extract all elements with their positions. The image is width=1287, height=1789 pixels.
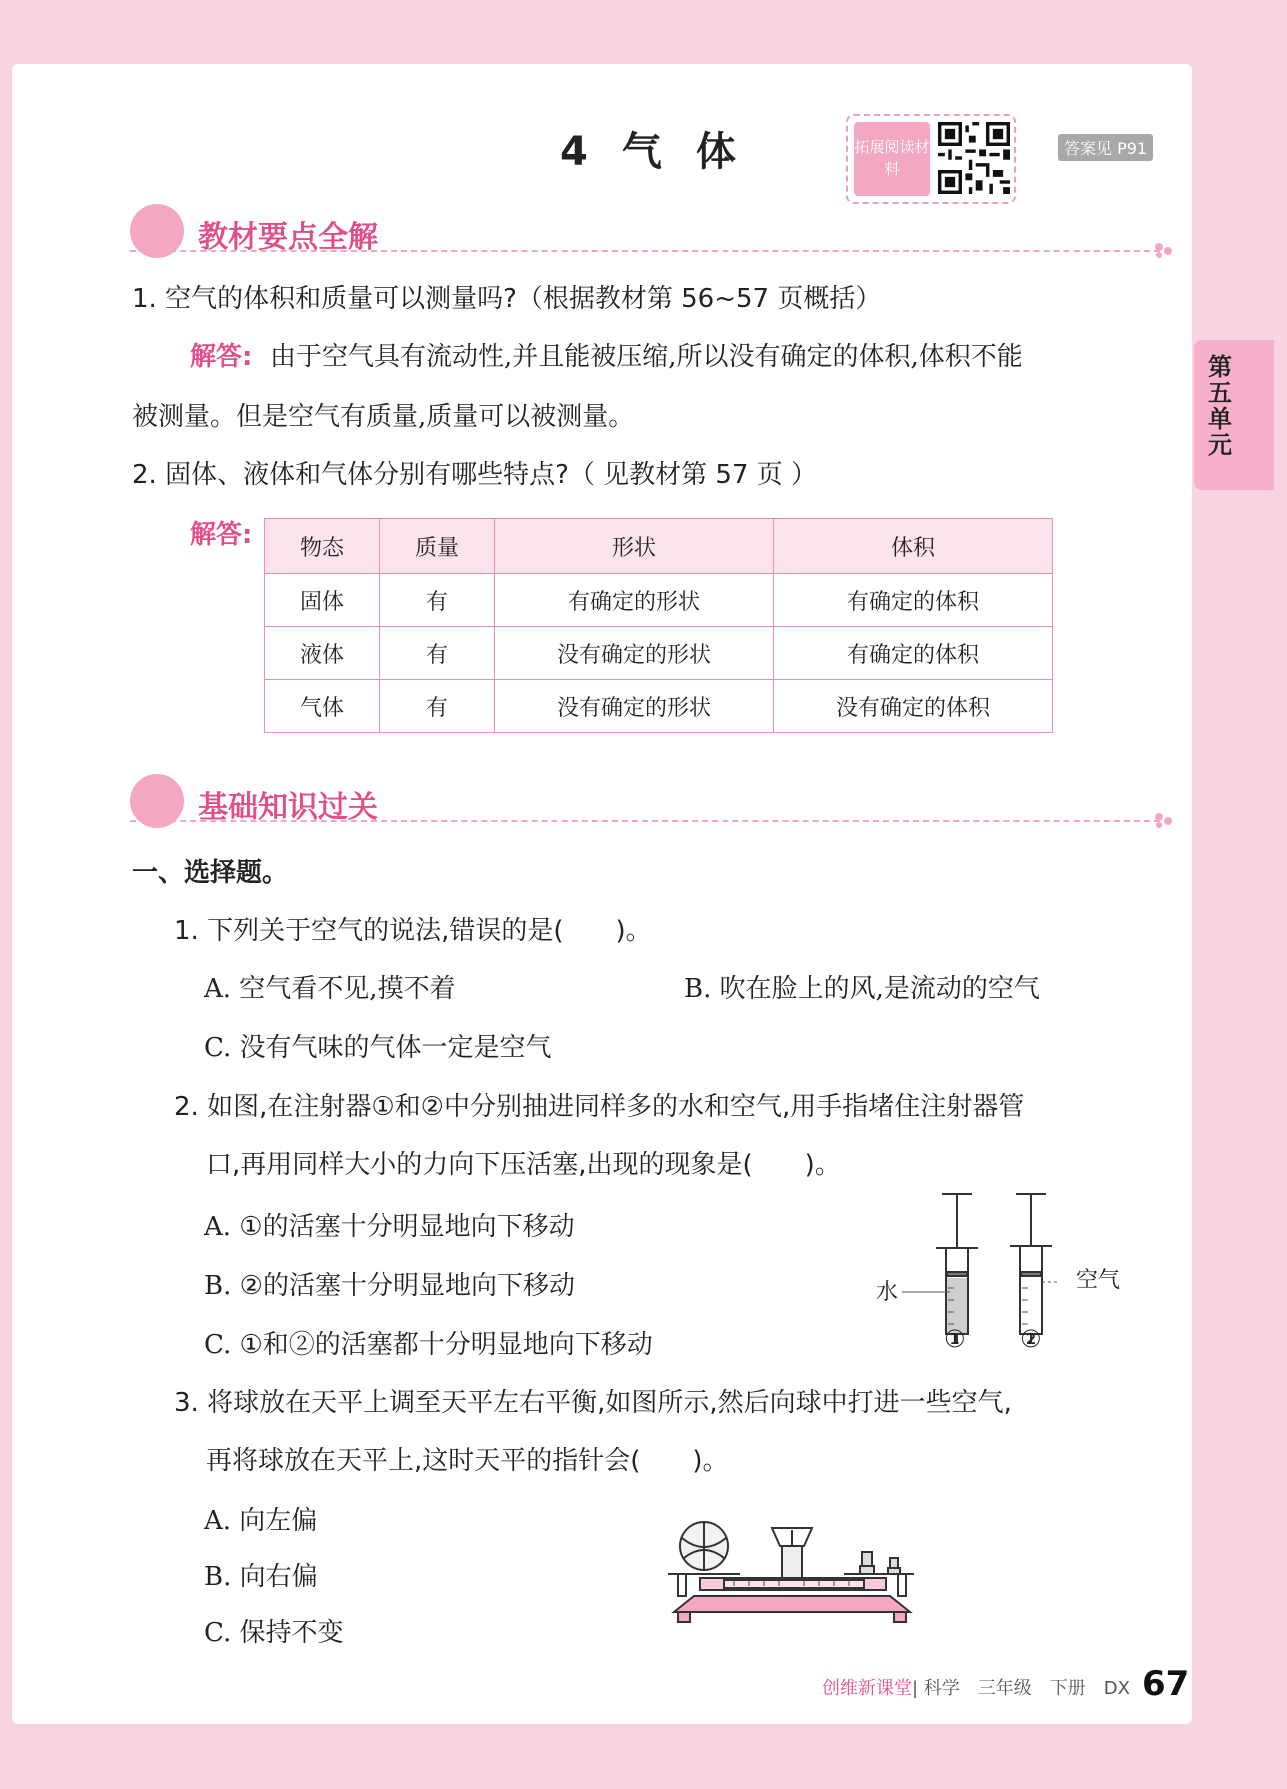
states-of-matter-table xyxy=(264,518,1053,733)
table-cell: 有 xyxy=(380,627,495,680)
mc-q2-option-c[interactable]: C. ①和②的活塞都十分明显地向下移动 xyxy=(204,1330,653,1360)
syringe-number-1: ① xyxy=(944,1325,966,1353)
table-cell: 没有确定的形状 xyxy=(495,680,774,733)
section-title: 教材要点全解 xyxy=(198,220,378,255)
table-header-row xyxy=(265,519,1053,574)
mc-q3-option-c[interactable]: C. 保持不变 xyxy=(204,1618,344,1648)
title-number: 4 xyxy=(560,129,594,175)
mc-q1-option-b[interactable]: B. 吹在脸上的风,是流动的空气 xyxy=(684,974,1040,1004)
mc-question-1: 1. 下列关于空气的说法,错误的是( )。 xyxy=(174,916,652,946)
page-title xyxy=(560,120,770,177)
table-cell: 有确定的体积 xyxy=(774,574,1053,627)
table-cell: 有 xyxy=(380,574,495,627)
title-char-a: 气 xyxy=(621,129,668,175)
table-header: 物态 xyxy=(265,519,380,574)
table-cell: 液体 xyxy=(265,627,380,680)
table-row xyxy=(265,680,1053,733)
qr-label: 拓展阅读材料 xyxy=(854,122,930,196)
syringe-air-label: 空气 xyxy=(1076,1268,1121,1293)
table-cell: 有 xyxy=(380,680,495,733)
table-cell: 有确定的形状 xyxy=(495,574,774,627)
table-cell: 没有确定的体积 xyxy=(774,680,1053,733)
footer-info: | 科学 三年级 下册 DX xyxy=(912,1678,1130,1699)
answer-1-line-2: 被测量。但是空气有质量,质量可以被测量。 xyxy=(132,402,635,432)
mc-question-3-line-2: 再将球放在天平上,这时天平的指针会( )。 xyxy=(206,1446,729,1476)
mc-question-3-line-1: 3. 将球放在天平上调至天平左右平衡,如图所示,然后向球中打进一些空气, xyxy=(174,1388,1012,1418)
question-1: 1. 空气的体积和质量可以测量吗?（根据教材第 56~57 页概括） xyxy=(132,284,882,314)
mc-q3-option-b[interactable]: B. 向右偏 xyxy=(204,1562,318,1592)
table-row xyxy=(265,627,1053,680)
section-divider xyxy=(130,820,1160,822)
balance-scale-figure xyxy=(664,1516,924,1640)
table-header: 体积 xyxy=(774,519,1053,574)
mc-q1-option-a[interactable]: A. 空气看不见,摸不着 xyxy=(204,974,456,1004)
table-cell: 气体 xyxy=(265,680,380,733)
syringe-water-label: 水 xyxy=(876,1280,899,1305)
qr-code-icon[interactable] xyxy=(938,122,1010,194)
table-header: 形状 xyxy=(495,519,774,574)
section-divider xyxy=(130,250,1160,252)
unit-side-tab xyxy=(1194,340,1274,490)
part-heading: 一、选择题。 xyxy=(132,858,289,888)
answer-1-line-1: 由于空气具有流动性,并且能被压缩,所以没有确定的体积,体积不能 xyxy=(270,342,1023,372)
page-number: 67 xyxy=(1142,1664,1190,1704)
unit-side-tab-label: 第五单元 xyxy=(1208,353,1232,459)
title-char-b: 体 xyxy=(695,129,742,175)
page-footer xyxy=(822,1674,1130,1700)
table-cell: 有确定的体积 xyxy=(774,627,1053,680)
answer-2-label: 解答: xyxy=(190,520,253,550)
mc-q3-option-a[interactable]: A. 向左偏 xyxy=(204,1506,318,1536)
question-2: 2. 固体、液体和气体分别有哪些特点?（ 见教材第 57 页 ） xyxy=(132,460,818,490)
qr-reading-box[interactable] xyxy=(846,114,1016,204)
divider-dots-icon xyxy=(1154,812,1174,828)
mc-question-2-line-1: 2. 如图,在注射器①和②中分别抽进同样多的水和空气,用手指堵住注射器管 xyxy=(174,1092,1025,1122)
table-cell: 固体 xyxy=(265,574,380,627)
answer-reference-badge: 答案见 P91 xyxy=(1058,134,1153,161)
table-header: 质量 xyxy=(380,519,495,574)
mc-q2-option-a[interactable]: A. ①的活塞十分明显地向下移动 xyxy=(204,1212,575,1242)
section-title: 基础知识过关 xyxy=(198,790,378,825)
table-cell: 没有确定的形状 xyxy=(495,627,774,680)
mc-q1-option-c[interactable]: C. 没有气味的气体一定是空气 xyxy=(204,1033,552,1063)
footer-brand: 创维新课堂 xyxy=(822,1678,912,1699)
mc-q2-option-b[interactable]: B. ②的活塞十分明显地向下移动 xyxy=(204,1271,575,1301)
divider-dots-icon xyxy=(1154,242,1174,258)
syringe-number-2: ② xyxy=(1020,1325,1042,1353)
table-row xyxy=(265,574,1053,627)
answer-label: 解答: xyxy=(190,342,253,372)
mc-question-2-line-2: 口,再用同样大小的力向下压活塞,出现的现象是( )。 xyxy=(206,1150,841,1180)
